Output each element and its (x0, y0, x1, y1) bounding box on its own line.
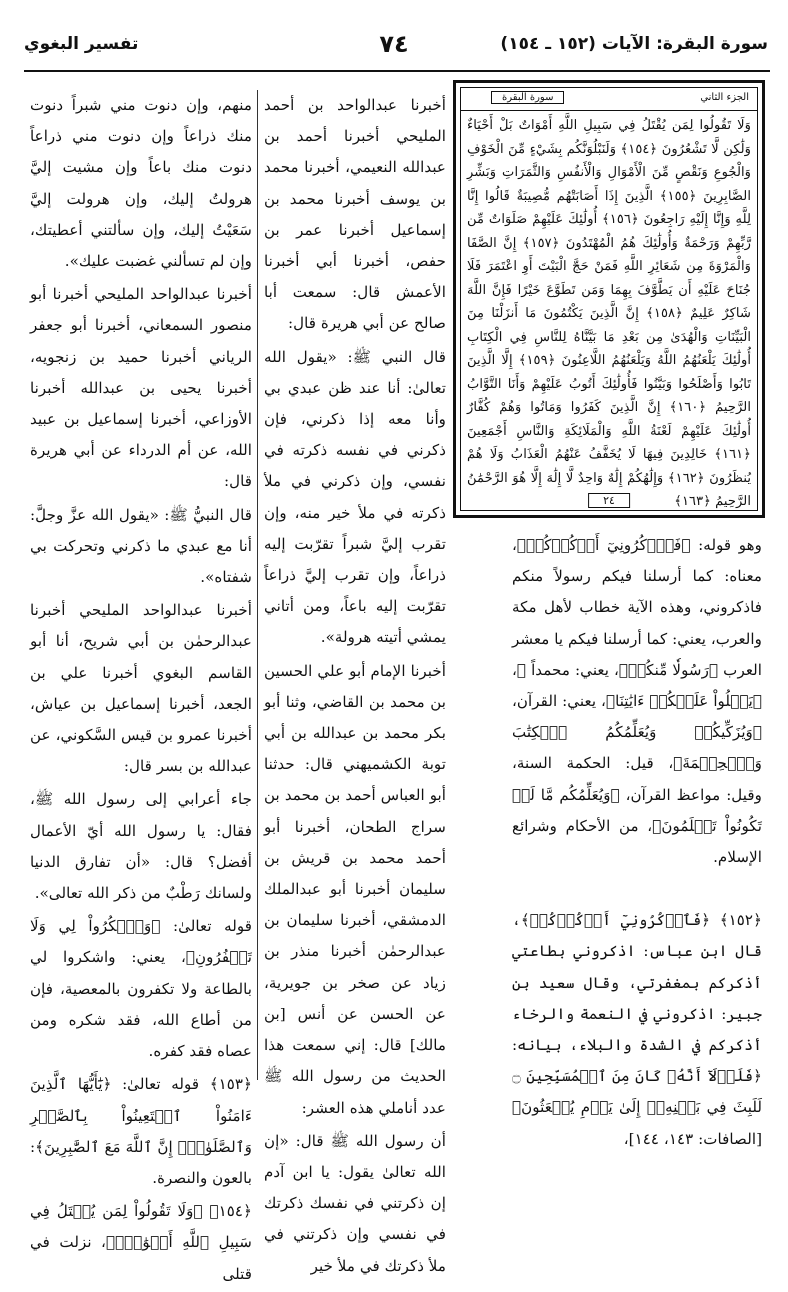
paragraph: أخبرنا الإمام أبو علي الحسين بن محمد بن القاضي، وثنا أبو بكر محمد بن عبدالله بن أبي توبة الكشميهني قال: حدثنا أبو العباس أحمد بن محمد بن سراج الطحان، أخبرنا أبو أحمد محمد بن قريش بن سليمان أخبرنا أبو عبدالملك الدمشقي، أخبرنا سليمان بن عبدالرحمٰن أخبرنا منذر بن زياد عن صخر بن جويرية، عن الحسن عن أنس [بن مالك] قال: إني سمعت هذا الحديث من رسول الله ﷺ عدد أناملي هذه العشر: (264, 661, 446, 1117)
paragraph-spacer (512, 875, 762, 905)
paragraph: جاء أعرابي إلى رسول الله ﷺ، فقال: يا رسول الله أيّ الأعمال أفضل؟ قال: «أن تفارق الدنيا ولسانك رَطْبٌ من ذكر الله تعالى». (30, 790, 252, 903)
surah-verse-range: سورة البقرة: الآيات (١٥٢ ـ ١٥٤) (500, 34, 768, 54)
commentary-column-right (512, 530, 762, 1157)
paragraph: ﴿١٥٢﴾ ﴿فَٱذۡكُرُونِيٓ أَذۡكُرۡكُمۡ﴾، قال ابن عباس: اذكروني بطاعتي أذكركم بمغفرتي، وقال سعيد بن جبير: اذكروني في النعمة والرخاء أذكركم في الشدة والبلاء، بيانه: ﴿فَلَوۡلَآ أَنَّهُۥ كَانَ مِنَ ٱلۡمُسَبِّحِينَ ۝ لَلَبِثَ فِي بَطۡنِهِۦٓ إِلَىٰ يَوۡمِ يُبۡعَثُونَ﴾ [الصافات: ١٤٣، ١٤٤]، (512, 911, 762, 1148)
paragraph: منهم، وإن دنوت مني شبراً دنوت منك ذراعاً وإن دنوت مني ذراعاً دنوت منك باعاً وإن مشيت إليَّ هرولتُ إليك، وإن هرولت إليَّ سَعَيْتُ إليك، وإن سألتني أعطيتك، وإن لم تسألني غضبت عليك». (30, 96, 252, 271)
mushaf-page-number: ٢٤ (588, 493, 630, 508)
quran-surah-label: سورة البقرة (491, 91, 564, 104)
page-number: ٧٤ (379, 30, 409, 58)
quran-verses: وَلَا تَقُولُوا لِمَن يُقْتَلُ فِي سَبِيلِ اللَّهِ أَمْوَاتٌ بَلْ أَحْيَاءٌ وَلَٰكِن لَّا تَشْعُرُونَ ﴿١٥٤﴾ وَلَنَبْلُوَنَّكُم بِشَيْءٍ مِّنَ الْخَوْفِ وَالْجُوعِ وَنَقْصٍ مِّنَ الْأَمْوَالِ وَالْأَنفُسِ وَالثَّمَرَاتِ وَبَشِّرِ الصَّابِرِينَ ﴿١٥٥﴾ الَّذِينَ إِذَا أَصَابَتْهُم مُّصِيبَةٌ قَالُوا إِنَّا لِلَّهِ وَإِنَّا إِلَيْهِ رَاجِعُونَ ﴿١٥٦﴾ أُولَٰئِكَ عَلَيْهِمْ صَلَوَاتٌ مِّن رَّبِّهِمْ وَرَحْمَةٌ وَأُولَٰئِكَ هُمُ الْمُهْتَدُونَ ﴿١٥٧﴾ إِنَّ الصَّفَا وَالْمَرْوَةَ مِن شَعَائِرِ اللَّهِ فَمَنْ حَجَّ الْبَيْتَ أَوِ اعْتَمَرَ فَلَا جُنَاحَ عَلَيْهِ أَن يَطَّوَّفَ بِهِمَا وَمَن تَطَوَّعَ خَيْرًا فَإِنَّ اللَّهَ شَاكِرٌ عَلِيمٌ ﴿١٥٨﴾ إِنَّ الَّذِينَ يَكْتُمُونَ مَا أَنزَلْنَا مِنَ الْبَيِّنَاتِ وَالْهُدَىٰ مِن بَعْدِ مَا بَيَّنَّاهُ لِلنَّاسِ فِي الْكِتَابِ أُولَٰئِكَ يَلْعَنُهُمُ اللَّهُ وَيَلْعَنُهُمُ اللَّاعِنُونَ ﴿١٥٩﴾ إِلَّا الَّذِينَ تَابُوا وَأَصْلَحُوا وَبَيَّنُوا فَأُولَٰئِكَ أَتُوبُ عَلَيْهِمْ وَأَنَا التَّوَّابُ الرَّحِيمُ ﴿١٦٠﴾ إِنَّ الَّذِينَ كَفَرُوا وَمَاتُوا وَهُمْ كُفَّارٌ أُولَٰئِكَ عَلَيْهِمْ لَعْنَةُ اللَّهِ وَالْمَلَائِكَةِ وَالنَّاسِ أَجْمَعِينَ ﴿١٦١﴾ خَالِدِينَ فِيهَا لَا يُخَفَّفُ عَنْهُمُ الْعَذَابُ وَلَا هُمْ يُنظَرُونَ ﴿١٦٢﴾ وَإِلَٰهُكُمْ إِلَٰهٌ وَاحِدٌ لَّا إِلَٰهَ إِلَّا هُوَ الرَّحْمَٰنُ الرَّحِيمُ ﴿١٦٣﴾ (467, 118, 752, 509)
quran-text-box (453, 80, 765, 518)
quran-box-inner-border (460, 87, 758, 511)
paragraph: وهو قوله: ﴿فَٱذۡكُرُونِيٓ أَذۡكُرۡكُمۡ﴾، معناه: كما أرسلنا فيكم رسولاً منكم فاذكروني، وهذه الآية خطاب لأهل مكة والعرب، يعني: كما أرسلنا فيكم يا معشر العرب ﴿رَسُولٗا مِّنكُمۡ﴾، يعني: محمداً ﷺ، ﴿يَتۡلُواْ عَلَيۡكُمۡ ءَايَٰتِنَا﴾، يعني: القرآن، ﴿وَيُزَكِّيكُمۡ وَيُعَلِّمُكُمُ ٱلۡكِتَٰبَ وَٱلۡحِكۡمَةَ﴾، قيل: الحكمة السنة، وقيل: مواعظ القرآن، ﴿وَيُعَلِّمُكُم مَّا لَمۡ تَكُونُواْ تَعۡلَمُونَ﴾، من الأحكام وشرائع الإسلام. (512, 536, 762, 867)
paragraph: ﴿١٥٣﴾ قوله تعالىٰ: ﴿يَٰٓأَيُّهَا ٱلَّذِينَ ءَامَنُواْ ٱسۡتَعِينُواْ بِٱلصَّبۡرِ وَٱلصَّلَوٰةِۚ إِنَّ ٱللَّهَ مَعَ ٱلصَّٰبِرِينَ﴾: بالعون والنصرة. (30, 1075, 252, 1187)
book-title: تفسير البغوي (24, 34, 139, 54)
page-header (24, 30, 768, 64)
paragraph: ﴿١٥٤﴾ ﴿وَلَا تَقُولُواْ لِمَن يُقۡتَلُ فِي سَبِيلِ ٱللَّهِ أَمۡوَٰتُۢ﴾، نزلت في قتلى (30, 1202, 252, 1283)
commentary-column-left (30, 90, 252, 1292)
paragraph: أن رسول الله ﷺ قال: «إن الله تعالىٰ يقول: يا ابن آدم إن ذكرتني في نفسك ذكرتك في نفسي وإن ذكرتني في ملأ ذكرتك في ملأ خير (264, 1131, 446, 1275)
paragraph: قال النبي ﷺ: «يقول الله تعالىٰ: أنا عند ظن عبدي بي وأنا معه إذا ذكرني، فإن ذكرني في نفسه ذكرته في نفسي، وإن ذكرني في ملأ ذكرته في ملأ خير منه، وإن تقرب إليَّ شبراً تقرّبت إليه ذراعاً، وإن تقرب إليَّ ذراعاً تقرّبت إليه باعاً، ومن أتاني يمشي أتيته هرولة». (264, 347, 446, 647)
column-divider (257, 90, 258, 1080)
paragraph: أخبرنا عبدالواحد المليحي أخبرنا عبدالرحمٰن بن أبي شريح، أنا أبو القاسم البغوي أخبرنا علي بن الجعد، أخبرنا إسماعيل بن عياش، أخبرنا عمرو بن قيس السَّكوني، عن عبدالله بن بسر قال: (30, 601, 252, 776)
paragraph: قال النبيُّ ﷺ: «يقول الله عزَّ وجلَّ: أنا مع عبدي ما ذكرني وتحركت بي شفتاه». (30, 505, 252, 587)
paragraph: أخبرنا عبدالواحد المليحي أخبرنا أبو منصور السمعاني، أخبرنا أبو جعفر الرياني أخبرنا حميد بن زنجويه، أخبرنا يحيى بن عبدالله أخبرنا الأوزاعي، أخبرنا إسماعيل بن عبيد الله، عن أم الدرداء عن أبي هريرة قال: (30, 285, 252, 491)
paragraph: قوله تعالىٰ: ﴿وَٱشۡكُرُواْ لِي وَلَا تَكۡفُرُونِ﴾، يعني: واشكروا لي بالطاعة ولا تكفرون بالمعصية، فإن من أطاع الله، فقد شكره ومن عصاه فقد كفره. (30, 917, 252, 1061)
quran-box-header (461, 88, 757, 111)
juz-label: الجزء الثاني (700, 92, 749, 103)
header-rule (24, 70, 770, 72)
paragraph: أخبرنا عبدالواحد بن أحمد المليحي أخبرنا أحمد بن عبدالله النعيمي، أخبرنا محمد بن يوسف أخبرنا محمد بن إسماعيل أخبرنا عمر بن حفص، أخبرنا أبي أخبرنا الأعمش قال: سمعت أبا صالح عن أبي هريرة قال: (264, 96, 446, 333)
